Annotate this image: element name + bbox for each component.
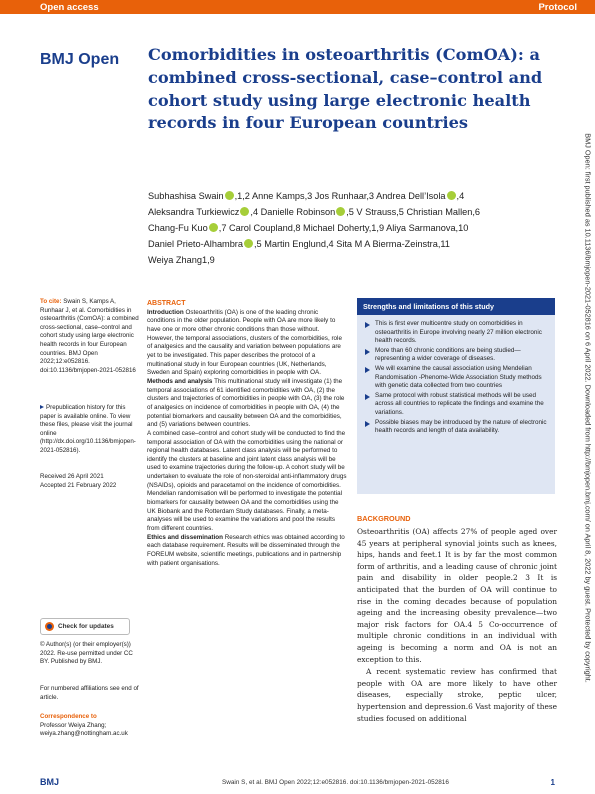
page-number: 1 bbox=[550, 778, 555, 787]
prepub-note bbox=[40, 404, 140, 456]
strengths-heading: Strengths and limitations of this study bbox=[357, 298, 555, 315]
footer-citation: Swain S, et al. BMJ Open 2022;12:e052816. doi:10.1136/bmjopen-2021-052816 bbox=[222, 779, 449, 786]
correspondence bbox=[40, 713, 140, 739]
arrow-icon bbox=[40, 405, 44, 409]
author-list bbox=[148, 188, 563, 268]
strengths-box bbox=[357, 298, 555, 494]
correspondence-text[interactable]: Professor Weiya Zhang; weiya.zhang@nottingham.ac.uk bbox=[40, 721, 128, 738]
crossmark-icon bbox=[45, 622, 54, 631]
author-text: ,5 Martin Englund,4 Sita M A Bierma-Zeinstra,11 bbox=[253, 239, 450, 249]
author-text: ,4 Danielle Robinson bbox=[250, 207, 336, 217]
cite-text: Swain S, Kamps A, Runhaar J, et al. Comorbidities in osteoarthritis (ComOA): a combined cross-sectional, case–control and cohort study using large electronic health records in four European countries. BMJ Open 2022;12:e052816. doi:10.1136/bmjopen-2021-052816 bbox=[40, 298, 139, 374]
ethics-text: Research ethics was obtained according to each database requirement. Results will be disseminated through the FOREUM website, scientific meetings, publications and in partnership with patient organisations. bbox=[147, 533, 345, 567]
dates bbox=[40, 473, 140, 490]
strength-item: We will examine the causal association using Mendelian Randomisation -Phenome-Wide Association Study methods with genetic data collected from two countries bbox=[365, 365, 548, 391]
orcid-icon[interactable] bbox=[336, 207, 345, 216]
methods-text: This multinational study will investigate (1) the temporal associations of 61 identified comorbidities with OA, (2) the clusters and trajectories of comorbidities in people with OA, (3) the role of analgesics on incidence of comorbidities in people with OA, (4) the potential biomarkers and causality between OA and the comorbidities, and (5) variations between countries. bbox=[147, 377, 345, 429]
prepub-text[interactable]: Prepublication history for this paper is available online. To view these files, please visit the journal online (http://dx.doi.org/10.1136/bmjopen-2021-052816). bbox=[40, 404, 136, 454]
check-updates-button[interactable] bbox=[40, 618, 130, 635]
abstract bbox=[147, 300, 347, 568]
article-title: Comorbidities in osteoarthritis (ComOA): a combined cross-sectional, case–control and cohort study using large electronic health records in four European countries bbox=[148, 45, 543, 133]
orcid-icon[interactable] bbox=[225, 191, 234, 200]
download-note bbox=[583, 53, 593, 763]
author-text: ,1,2 Anne Kamps,3 Jos Runhaar,3 Andrea Dell’Isola bbox=[234, 191, 446, 201]
orcid-icon[interactable] bbox=[244, 239, 253, 248]
background-section bbox=[357, 514, 557, 724]
article-type-label: Protocol bbox=[538, 1, 577, 13]
top-banner bbox=[0, 0, 595, 14]
author-text: ,7 Carol Coupland,8 Michael Doherty,1,9 Aliya Sarmanova,10 bbox=[218, 223, 469, 233]
author-text: ,4 bbox=[456, 191, 465, 201]
author-text: Weiya Zhang1,9 bbox=[148, 255, 215, 265]
affiliations-note: For numbered affiliations see end of article. bbox=[40, 685, 139, 701]
author-text: Daniel Prieto-Alhambra bbox=[148, 239, 243, 249]
cite-label: To cite: bbox=[40, 298, 62, 305]
ethics-label: Ethics and dissemination bbox=[147, 533, 223, 541]
background-paragraph: Osteoarthritis (OA) affects 27% of people aged over 45 years at peripheral synovial joints such as knees, hips, hands and feet.1 It is by far the most common form of arthritis, and a leading cause of chronic joint pain and disability in older people.2 3 It is anticipated that the burden of OA will continue to rise in the coming decades because of population ageing and the increasing obesity prevalence—two major risk factors for OA.4 5 Co-occurrence of multiple chronic conditions in an individual with ageing is becoming a norm and OA is not an exception to this. bbox=[357, 527, 557, 664]
orcid-icon[interactable] bbox=[240, 207, 249, 216]
open-access-label: Open access bbox=[40, 1, 99, 13]
author-text: Chang-Fu Kuo bbox=[148, 223, 208, 233]
strength-item: Same protocol with robust statistical methods will be used across all countries to replicate the findings and examine the variations. bbox=[365, 392, 548, 418]
methods-text-2: A combined case–control and cohort study will be conducted to find the temporal association of OA with the comorbidities using the national or regional health databases. Latent class analysis will be performed to identify the clusters at baseline and joint latent class analysis will be used to examine trajectories during the follow-up. A cohort study will be undertaken to evaluate the role of non-steroidal anti-inflammatory drugs (NSAIDs), opioids and paracetamol on the incidence of comorbidities. Mendelian randomisation will be performed to investigate the potential biomarkers for causality between OA and the comorbidities using the UK Biobank and the Rotterdam Study databases. Finally, a meta-analyses will be used to examine the variations and pool the results from different countries. bbox=[147, 429, 347, 533]
author-text: ,5 V Strauss,5 Christian Mallen,6 bbox=[346, 207, 480, 217]
bullet-icon bbox=[365, 367, 370, 373]
received-date: Received 26 April 2021 bbox=[40, 473, 104, 480]
strength-item: Possible biases may be introduced by the nature of electronic health records and length of data availability. bbox=[365, 419, 548, 436]
strength-item: This is first ever multicentre study on comorbidities in osteoarthritis in Europe involving nearly 27 million electronic health records. bbox=[365, 320, 548, 346]
accepted-date: Accepted 21 February 2022 bbox=[40, 481, 117, 489]
author-text: Aleksandra Turkiewicz bbox=[148, 207, 240, 217]
bmj-logo: BMJ bbox=[40, 777, 60, 787]
download-note-text: BMJ Open: first published as 10.1136/bmjopen-2021-052816 on 6 April 2022. Downloaded from http://bmjopen.bmj.com/ on April 8, 2022 by guest. Protected by copyright. bbox=[583, 133, 593, 683]
bullet-icon bbox=[365, 322, 370, 328]
background-paragraph: A recent systematic review has confirmed that people with OA are more likely to have other diseases, especially stroke, peptic ulcer, hypertension and depression.6 Vast majority of these studies focused on additional bbox=[357, 667, 557, 723]
journal-name: BMJ Open bbox=[40, 51, 120, 68]
strength-item: More than 60 chronic conditions are being studied—representing a wider coverage of diseases. bbox=[365, 347, 548, 364]
methods-label: Methods and analysis bbox=[147, 377, 213, 385]
correspondence-label: Correspondence to bbox=[40, 713, 97, 720]
check-updates-label: Check for updates bbox=[58, 623, 114, 630]
orcid-icon[interactable] bbox=[447, 191, 456, 200]
background-heading: BACKGROUND bbox=[357, 514, 411, 523]
intro-text: Osteoarthritis (OA) is one of the leading chronic conditions in the older population. People with OA are more likely to have one or more other chronic conditions than those without. However, the temporal associations, clusters of the comorbidities, role of analgesics and the causality and variation between populations are yet to be investigated. This paper describes the protocol of a multinational study in four European countries (UK, Netherlands, Sweden and Spain) exploring comorbidities in people with OA. bbox=[147, 308, 342, 377]
bullet-icon bbox=[365, 421, 370, 427]
copyright-note: © Author(s) (or their employer(s)) 2022. Re-use permitted under CC BY. Published by BMJ. bbox=[40, 641, 133, 666]
intro-label: Introduction bbox=[147, 308, 184, 316]
bullet-icon bbox=[365, 349, 370, 355]
bullet-icon bbox=[365, 394, 370, 400]
citation-note bbox=[40, 298, 140, 375]
abstract-heading: ABSTRACT bbox=[147, 300, 186, 307]
author-text: Subhashisa Swain bbox=[148, 191, 224, 201]
orcid-icon[interactable] bbox=[209, 223, 218, 232]
